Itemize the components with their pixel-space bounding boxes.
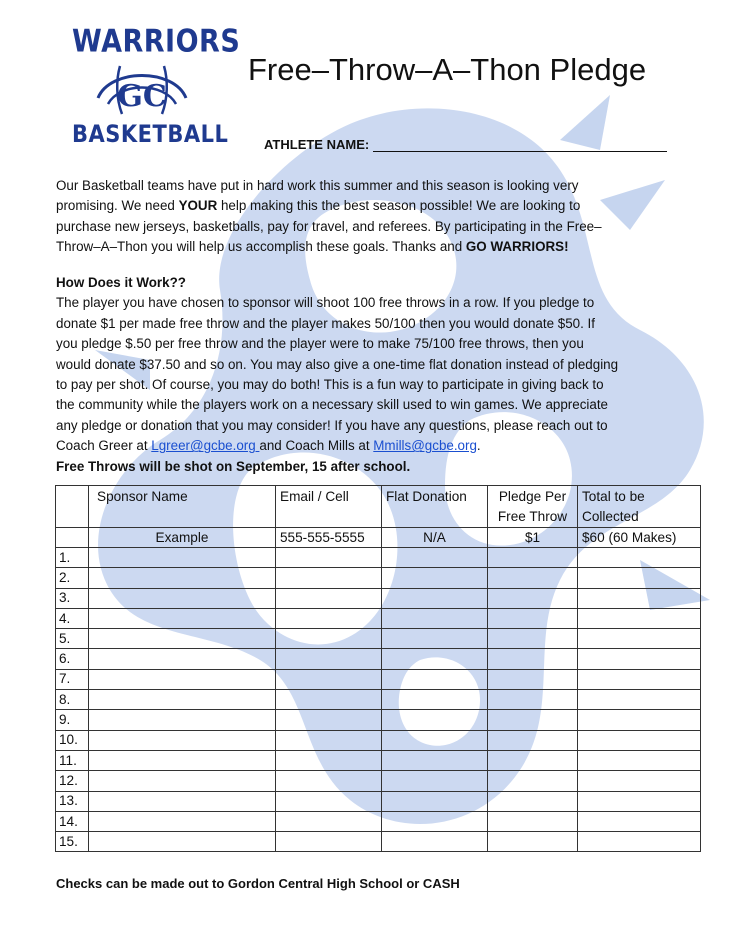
email-cell[interactable] [276,710,382,730]
flat-donation-cell[interactable] [382,568,488,588]
example-pledge: $1 [488,528,578,548]
flat-donation-cell[interactable] [382,750,488,770]
pledge-cell[interactable] [488,629,578,649]
table-row [56,771,701,791]
flat-donation-cell[interactable] [382,730,488,750]
athlete-name-line[interactable] [373,139,667,152]
how-line: would donate $37.50 and so on. You may also give a one-time flat donation instead of pledging [56,356,619,372]
table-row [56,588,701,608]
sponsor-name-cell[interactable] [89,710,276,730]
sponsor-name-cell[interactable] [89,690,276,710]
athlete-name-field [264,137,667,152]
intro-line: Our Basketball teams have put in hard work this summer and this season is looking very [56,178,579,193]
email-link-greer[interactable]: Lgreer@gcbe.org [151,438,260,454]
sponsor-name-cell[interactable] [89,669,276,689]
sponsor-name-cell[interactable] [89,629,276,649]
email-cell[interactable] [276,629,382,649]
total-cell[interactable] [578,832,701,852]
table-row [56,710,701,730]
sponsor-name-cell[interactable] [89,832,276,852]
table-row [56,690,701,710]
pledge-cell[interactable] [488,669,578,689]
table-row [56,832,701,852]
row-number: 4. [56,608,89,628]
sponsor-name-cell[interactable] [89,791,276,811]
total-cell[interactable] [578,771,701,791]
pledge-cell[interactable] [488,832,578,852]
flat-donation-cell[interactable] [382,811,488,831]
pledge-cell[interactable] [488,568,578,588]
pledge-cell[interactable] [488,811,578,831]
flat-donation-cell[interactable] [382,548,488,568]
intro-paragraph [56,176,686,258]
pledge-cell[interactable] [488,710,578,730]
page-title: Free–Throw–A–Thon Pledge [248,52,647,87]
pledge-cell[interactable] [488,771,578,791]
example-total: $60 (60 Makes) [578,528,701,548]
intro-line: Throw–A–Thon you will help us accomplish these goals. Thanks and GO WARRIORS! [56,239,569,255]
table-row [56,791,701,811]
total-cell[interactable] [578,730,701,750]
email-cell[interactable] [276,811,382,831]
how-line: Coach Greer at Lgreer@gcbe.org and Coach Mills at Mmills@gcbe.org. [56,438,481,454]
table-row [56,568,701,588]
logo-top-text: WARRIORS [72,23,241,60]
how-it-works-section [56,273,686,477]
total-cell[interactable] [578,750,701,770]
row-number: 15. [56,832,89,852]
flat-donation-cell[interactable] [382,629,488,649]
flat-donation-cell[interactable] [382,791,488,811]
example-row [56,528,701,548]
header-flat-donation: Flat Donation [382,486,488,528]
row-number: 13. [56,791,89,811]
how-line: you pledge $.50 per free throw and the player were to make 75/100 free throws, then you [56,336,584,352]
how-line: the community while the players work on a necessary skill used to win games. We appreciate [56,397,608,413]
email-cell[interactable] [276,608,382,628]
total-cell[interactable] [578,690,701,710]
sponsor-name-cell[interactable] [89,568,276,588]
email-cell[interactable] [276,832,382,852]
email-cell[interactable] [276,548,382,568]
pledge-cell[interactable] [488,548,578,568]
sponsor-name-cell[interactable] [89,730,276,750]
pledge-cell[interactable] [488,690,578,710]
total-cell[interactable] [578,568,701,588]
header-total: Total to be Collected [578,486,701,528]
example-email: 555-555-5555 [276,528,382,548]
table-row [56,669,701,689]
email-cell[interactable] [276,730,382,750]
table-row [56,750,701,770]
how-line: any pledge or donation that you may consider! If you have any questions, please reach out to [56,417,608,433]
email-cell[interactable] [276,791,382,811]
header-sponsor-name: Sponsor Name [89,486,276,528]
sponsor-name-cell[interactable] [89,771,276,791]
sponsor-name-cell[interactable] [89,608,276,628]
pledge-cell[interactable] [488,750,578,770]
flat-donation-cell[interactable] [382,649,488,669]
email-cell[interactable] [276,588,382,608]
how-it-works-heading: How Does it Work?? [56,275,186,290]
emphasis-go-warriors: GO WARRIORS! [465,239,569,255]
header-number [56,486,89,528]
row-number: 1. [56,548,89,568]
table-header-row [56,486,701,528]
row-number: 11. [56,750,89,770]
intro-line: purchase new jerseys, basketballs, pay for travel, and referees. By participating in the Free– [56,218,602,234]
total-cell[interactable] [578,811,701,831]
row-number: 5. [56,629,89,649]
athlete-name-label: ATHLETE NAME: [264,137,370,152]
date-line: Free Throws will be shot on September, 15 after school. [56,458,411,474]
intro-line: promising. We need YOUR help making this the best season possible! We are looking to [56,198,581,214]
flat-donation-cell[interactable] [382,832,488,852]
table-row [56,548,701,568]
row-number: 12. [56,771,89,791]
how-line: to pay per shot. Of course, you may do both! This is a fun way to participate in giving back to [56,377,604,393]
header-pledge-per-throw: Pledge Per Free Throw [488,486,578,528]
logo-bottom-text: BASKETBALL [72,120,229,148]
how-line: donate $1 per made free throw and the player makes 50/100 then you would donate $50. If [56,315,595,331]
row-number: 2. [56,568,89,588]
total-cell[interactable] [578,608,701,628]
table-row [56,811,701,831]
total-cell[interactable] [578,710,701,730]
total-cell[interactable] [578,649,701,669]
flat-donation-cell[interactable] [382,771,488,791]
total-cell[interactable] [578,548,701,568]
flat-donation-cell[interactable] [382,690,488,710]
sponsor-name-cell[interactable] [89,811,276,831]
example-flat: N/A [382,528,488,548]
row-number: 9. [56,710,89,730]
email-cell[interactable] [276,750,382,770]
row-number: 10. [56,730,89,750]
row-number: 8. [56,690,89,710]
row-number: 3. [56,588,89,608]
pledge-cell[interactable] [488,588,578,608]
table-row [56,649,701,669]
example-sponsor: Example [89,528,276,548]
flat-donation-cell[interactable] [382,588,488,608]
email-cell[interactable] [276,771,382,791]
email-cell[interactable] [276,649,382,669]
pledge-cell[interactable] [488,791,578,811]
total-cell[interactable] [578,669,701,689]
pledge-table [55,485,701,852]
pledge-cell[interactable] [488,730,578,750]
table-row [56,608,701,628]
sponsor-name-cell[interactable] [89,588,276,608]
emphasis-your: YOUR [178,198,218,214]
how-line: The player you have chosen to sponsor will shoot 100 free throws in a row. If you pledge to [56,295,595,311]
sponsor-name-cell[interactable] [89,750,276,770]
table-row [56,730,701,750]
table-row [56,629,701,649]
row-number: 7. [56,669,89,689]
sponsor-name-cell[interactable] [89,649,276,669]
flat-donation-cell[interactable] [382,608,488,628]
pledge-cell[interactable] [488,649,578,669]
row-number: 14. [56,811,89,831]
flat-donation-cell[interactable] [382,669,488,689]
basketball-icon [90,58,194,120]
total-cell[interactable] [578,629,701,649]
row-number: 6. [56,649,89,669]
email-link-mills[interactable]: Mmills@gcbe.org [373,438,477,454]
sponsor-name-cell[interactable] [89,548,276,568]
total-cell[interactable] [578,588,701,608]
logo-monogram: GC [117,79,167,114]
total-cell[interactable] [578,791,701,811]
email-cell[interactable] [276,669,382,689]
email-cell[interactable] [276,568,382,588]
flat-donation-cell[interactable] [382,710,488,730]
header-email-cell: Email / Cell [276,486,382,528]
warriors-basketball-logo [72,22,241,154]
payment-note: Checks can be made out to Gordon Central High School or CASH [56,876,460,891]
pledge-cell[interactable] [488,608,578,628]
email-cell[interactable] [276,690,382,710]
